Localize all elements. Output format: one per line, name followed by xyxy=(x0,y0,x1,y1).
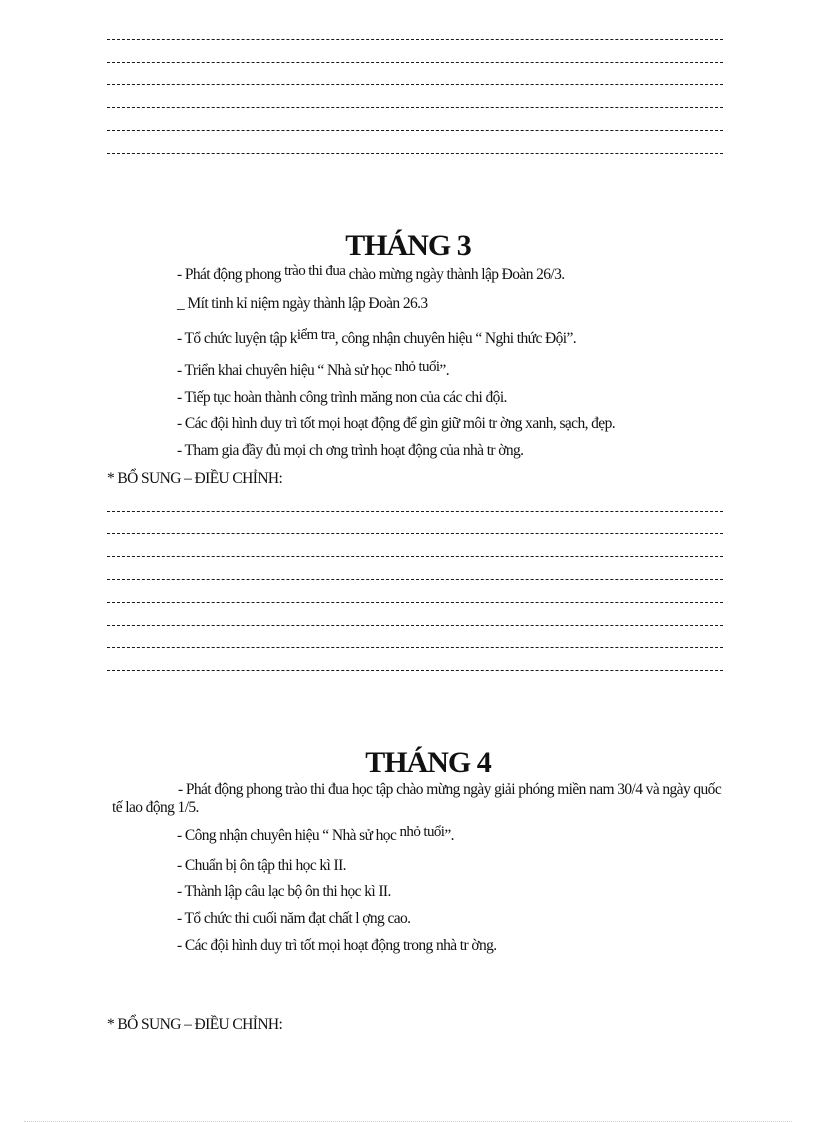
page-bottom-rule xyxy=(24,1121,792,1122)
item-inline-text: nhỏ tuổi xyxy=(399,824,445,840)
dash-line xyxy=(107,84,723,85)
item-inline-text: iểm tra xyxy=(296,327,335,343)
dash-line xyxy=(107,511,723,512)
item-inline-text: trào thi đua xyxy=(284,263,346,279)
item-inline-text: nhỏ tuổi xyxy=(394,359,440,375)
item-text: - Tiếp tục hoàn thành công trình măng non của các chi đội. xyxy=(177,389,507,406)
month3-item xyxy=(177,295,428,313)
item-text: - Tổ chức luyện tập k xyxy=(177,330,297,347)
dash-line xyxy=(107,647,723,648)
item-text: ”. xyxy=(444,827,454,844)
dash-line xyxy=(107,625,723,626)
dash-line xyxy=(107,153,723,154)
item-text: - Công nhận chuyên hiệu “ Nhà sử học xyxy=(177,827,400,844)
month3-adjustment-note: * BỔ SUNG – ĐIỀU CHỈNH: xyxy=(107,470,283,487)
month4-item xyxy=(177,937,497,955)
dash-line xyxy=(107,107,723,108)
dash-line xyxy=(107,602,723,603)
month4-adjustment-note: * BỔ SUNG – ĐIỀU CHỈNH: xyxy=(107,1016,283,1033)
month3-item xyxy=(177,389,507,407)
dash-line xyxy=(107,533,723,534)
month3-item xyxy=(177,327,576,348)
item-text: - Các đội hình duy trì tốt mọi hoạt động để gìn giữ môi tr ờng xanh, sạch, đẹp. xyxy=(177,415,616,432)
dash-line xyxy=(107,39,723,40)
item-text: - Tham gia đầy đủ mọi ch ơng trình hoạt động của nhà tr ờng. xyxy=(177,442,524,459)
item-text: chào mừng ngày thành lập Đoàn 26/3. xyxy=(345,266,565,283)
item-text: - Triển khai chuyên hiệu “ Nhà sử học xyxy=(177,362,395,379)
month3-item xyxy=(177,359,449,380)
dash-line xyxy=(107,670,723,671)
dash-line xyxy=(107,62,723,63)
item-text: - Chuẩn bị ôn tập thi học kì II. xyxy=(177,857,346,874)
month4-item xyxy=(177,910,410,928)
month4-item xyxy=(177,857,346,875)
item-text: - Tổ chức thi cuối năm đạt chất l ợng cao. xyxy=(177,910,411,927)
month3-title: THÁNG 3 xyxy=(345,229,471,262)
item-text: ”. xyxy=(439,362,449,379)
month4-intro: - Phát động phong trào thi đua học tập chào mừng ngày giải phóng miền nam 30/4 và ngày quốc tế lao động 1/5. xyxy=(112,781,722,816)
month3-item xyxy=(177,442,523,460)
dash-line xyxy=(107,556,723,557)
item-text: , công nhận chuyên hiệu “ Nghi thức Đội”. xyxy=(334,330,576,347)
item-text: _ Mít tinh kỉ niệm ngày thành lập Đoàn 26.3 xyxy=(177,295,428,312)
item-text: - Các đội hình duy trì tốt mọi hoạt động trong nhà tr ờng. xyxy=(177,937,497,954)
month4-item xyxy=(177,883,391,901)
item-text: - Phát động phong xyxy=(177,266,285,283)
month3-item xyxy=(177,263,565,284)
item-text: - Thành lập câu lạc bộ ôn thi học kì II. xyxy=(177,883,391,900)
month3-item xyxy=(177,415,615,433)
month4-title: THÁNG 4 xyxy=(365,746,491,779)
month4-item xyxy=(177,824,454,845)
dash-line xyxy=(107,579,723,580)
dash-line xyxy=(107,130,723,131)
